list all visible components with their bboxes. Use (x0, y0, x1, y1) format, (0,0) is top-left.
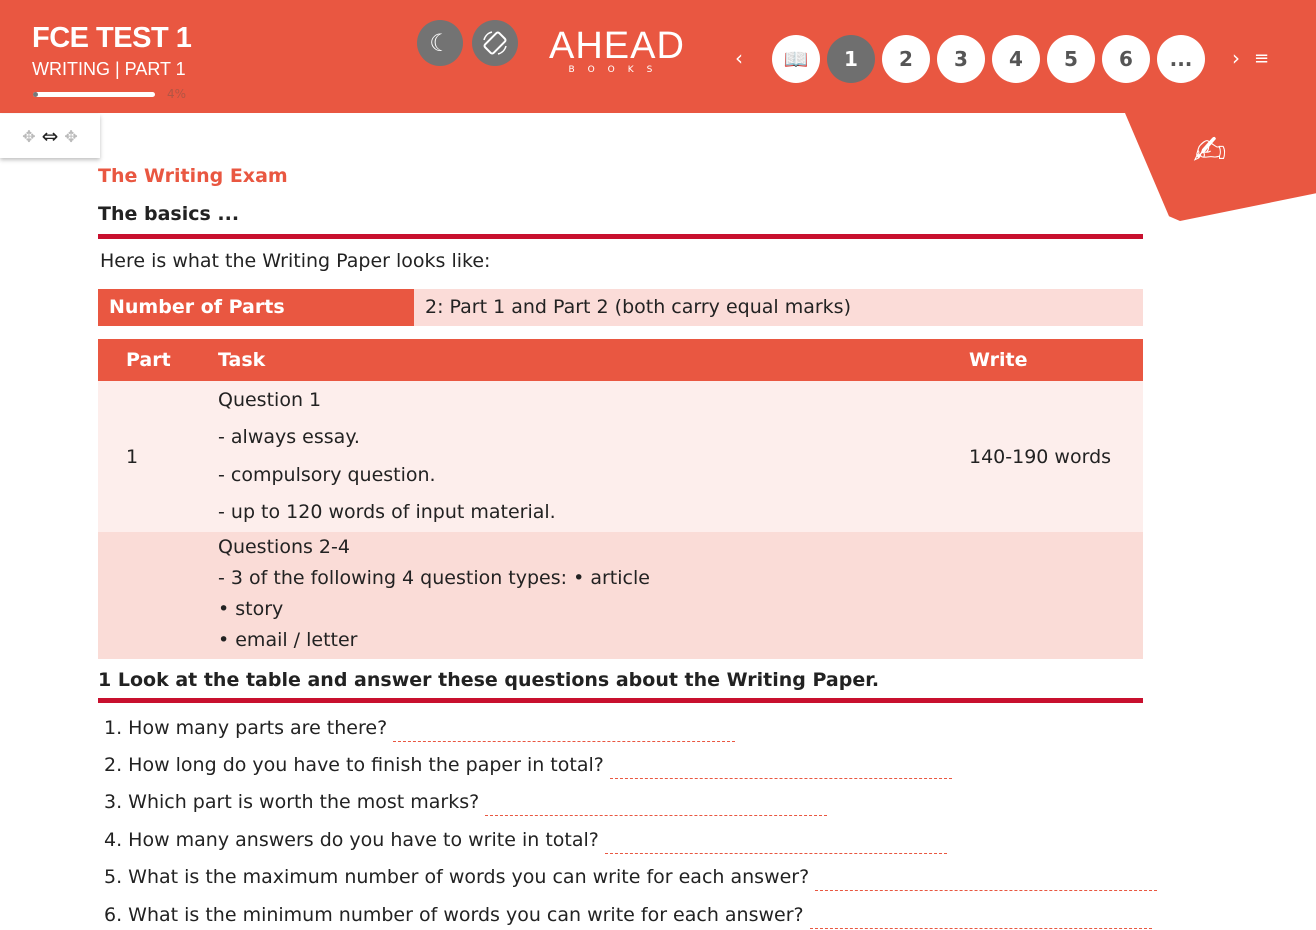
header-task: Task (218, 349, 266, 371)
question-3: 3. Which part is worth the most marks? (104, 790, 827, 816)
header-part: Part (126, 349, 171, 371)
parts-label: Number of Parts (98, 289, 414, 326)
moon-icon: ☾ (429, 29, 451, 57)
answer-input[interactable] (393, 716, 735, 742)
cell-task: Questions 2-4 - 3 of the following 4 question types: • article • story • email / letter (218, 536, 650, 651)
cell-part: 1 (126, 445, 139, 468)
section-subheading: The basics ... (98, 203, 240, 225)
test-title: FCE TEST 1 (32, 22, 192, 54)
rotate-button[interactable] (472, 20, 518, 66)
question-2: 2. How long do you have to finish the paper in total? (104, 753, 952, 779)
floating-toolbar (0, 114, 100, 158)
answer-input[interactable] (815, 865, 1157, 891)
cell-write: 140-190 words (969, 445, 1112, 468)
parts-value: 2: Part 1 and Part 2 (both carry equal marks) (414, 289, 1143, 326)
dark-mode-button[interactable] (417, 20, 463, 66)
question-1: 1. How many parts are there? (104, 716, 735, 742)
move-handle-icon[interactable]: ✥ (22, 126, 36, 146)
open-book-icon: 📖 (783, 47, 809, 71)
progress-label: 4% (167, 87, 187, 101)
table-header (98, 339, 1143, 381)
move-handle-icon[interactable]: ✥ (64, 126, 78, 146)
section-subtitle: WRITING | PART 1 (32, 59, 186, 79)
page-2-button[interactable]: 2 (882, 35, 930, 83)
progress-bar (33, 92, 155, 97)
answer-input[interactable] (485, 790, 827, 816)
next-page-arrow[interactable]: › (1232, 46, 1240, 70)
page-4-button[interactable]: 4 (992, 35, 1040, 83)
writing-hand-icon: ✍ (1193, 128, 1227, 174)
answer-input[interactable] (605, 828, 947, 854)
table-row (98, 532, 1143, 659)
cell-task: Question 1 - always essay. - compulsory question. - up to 120 words of input material. (218, 388, 556, 523)
writing-paper-table[interactable] (98, 339, 1143, 659)
rotate-icon (480, 28, 510, 58)
section-heading: The Writing Exam (98, 165, 288, 187)
question-6: 6. What is the minimum number of words you can write for each answer? (104, 903, 1152, 929)
table-row (98, 381, 1143, 532)
intro-text: Here is what the Writing Paper looks like: (100, 250, 491, 272)
number-of-parts-row (98, 289, 1143, 326)
more-pages-button[interactable]: ... (1157, 35, 1205, 83)
question-4: 4. How many answers do you have to write in total? (104, 828, 947, 854)
header-write: Write (969, 349, 1028, 371)
top-header (0, 0, 1316, 113)
page-3-button[interactable]: 3 (937, 35, 985, 83)
question-5: 5. What is the maximum number of words you can write for each answer? (104, 865, 1157, 891)
presentation-icon[interactable]: ⇔ (41, 124, 59, 148)
page-6-button[interactable]: 6 (1102, 35, 1150, 83)
ahead-books-logo: AHEAD BOOKS (549, 25, 685, 75)
book-button[interactable] (772, 35, 820, 83)
answer-input[interactable] (610, 753, 952, 779)
prev-page-arrow[interactable]: ‹ (735, 46, 743, 70)
divider (98, 234, 1143, 239)
answer-input[interactable] (810, 903, 1152, 929)
exercise-heading: 1 Look at the table and answer these questions about the Writing Paper. (98, 668, 1143, 692)
divider (98, 698, 1143, 703)
menu-icon[interactable]: ≡ (1254, 48, 1270, 69)
progress-fill (33, 92, 38, 97)
page-1-button[interactable]: 1 (827, 35, 875, 83)
page-5-button[interactable]: 5 (1047, 35, 1095, 83)
